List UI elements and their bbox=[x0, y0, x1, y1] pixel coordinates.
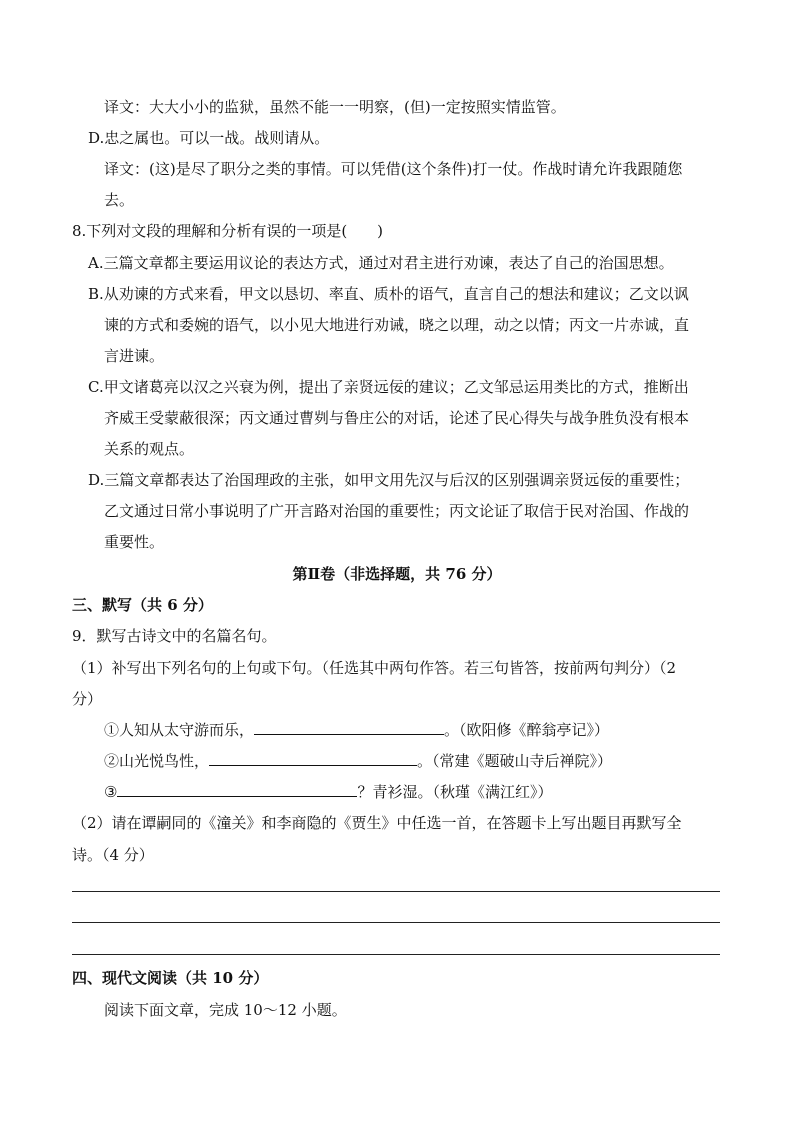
question-9-stem: 9．默写古诗文中的名篇名句。 bbox=[72, 627, 277, 645]
question-8-stem: 8.下列对文段的理解和分析有误的一项是( ) bbox=[72, 222, 384, 240]
translation-c: 译文：大大小小的监狱，虽然不能一一明察，(但)一定按照实情监管。 bbox=[104, 98, 566, 116]
question-9-sub2-line1: （2）请在谭嗣同的《潼关》和李商隐的《贾生》中任选一首，在答题卡上写出题目再默写全 bbox=[72, 814, 682, 832]
question-8-option-c-line3: 关系的观点。 bbox=[104, 440, 195, 458]
fill-item-1-prefix: ①人知从太守游而乐， bbox=[104, 721, 255, 739]
fill-item-1 bbox=[104, 720, 609, 740]
fill-item-2-suffix: 。（常建《题破山寺后禅院》） bbox=[417, 752, 613, 770]
question-8-option-c-line2: 齐威王受蒙蔽很深；丙文通过曹刿与鲁庄公的对话，论述了民心得失与战争胜负没有根本 bbox=[104, 409, 690, 427]
question-8-option-d-line3: 重要性。 bbox=[104, 533, 165, 551]
answer-blank-1[interactable] bbox=[254, 720, 444, 735]
question-8-option-d-line2: 乙文通过日常小事说明了广开言路对治国的重要性；丙文论证了取信于民对治国、作战的 bbox=[104, 502, 690, 520]
fill-item-2 bbox=[104, 751, 612, 771]
question-9-sub2-line2: 诗。（4 分） bbox=[72, 846, 154, 864]
option-d-translation-line2: 去。 bbox=[104, 191, 135, 209]
answer-blank-3[interactable] bbox=[117, 782, 357, 797]
question-8-option-d-line1: D.三篇文章都表达了治国理政的主张，如甲文用先汉与后汉的区别强调亲贤远佞的重要性； bbox=[88, 471, 690, 489]
answer-line-2[interactable] bbox=[72, 922, 720, 923]
fill-item-1-suffix: 。（欧阳修《醉翁亭记》） bbox=[444, 721, 610, 739]
question-9-sub1-line1: （1）补写出下列名句的上句或下句。（任选其中两句作答。若三句皆答，按前两句判分）（2 bbox=[72, 659, 677, 677]
fill-item-2-prefix: ②山光悦鸟性， bbox=[104, 752, 210, 770]
question-8-option-b-line1: B.从劝谏的方式来看，甲文以恳切、率直、质朴的语气，直言自己的想法和建议；乙文以讽 bbox=[88, 285, 689, 303]
answer-line-1[interactable] bbox=[72, 891, 720, 892]
part-2-title: 第Ⅱ卷（非选择题，共 76 分） bbox=[292, 565, 502, 583]
fill-item-3-prefix: ③ bbox=[104, 783, 118, 801]
section-3-heading: 三、默写（共 6 分） bbox=[72, 596, 213, 614]
question-8-option-a: A.三篇文章都主要运用议论的表达方式，通过对君主进行劝谏，表达了自己的治国思想。 bbox=[88, 254, 674, 272]
fill-item-3 bbox=[104, 782, 552, 802]
option-d-original: D.忠之属也。可以一战。战则请从。 bbox=[88, 129, 330, 147]
question-8-option-b-line3: 言进谏。 bbox=[104, 347, 165, 365]
fill-item-3-suffix: ？青衫湿。（秋瑾《满江红》） bbox=[357, 783, 553, 801]
question-8-option-b-line2: 谏的方式和委婉的语气，以小见大地进行劝诫，晓之以理，动之以情；丙文一片赤诚，直 bbox=[104, 316, 690, 334]
option-d-translation-line1: 译文：(这)是尽了职分之类的事情。可以凭借(这个条件)打一仗。作战时请允许我跟随您 bbox=[104, 160, 683, 178]
section-4-heading: 四、现代文阅读（共 10 分） bbox=[72, 969, 269, 987]
answer-line-3[interactable] bbox=[72, 954, 720, 955]
question-9-sub1-line2: 分） bbox=[72, 690, 103, 708]
question-8-option-c-line1: C.甲文诸葛亮以汉之兴衰为例，提出了亲贤远佞的建议；乙文邹忌运用类比的方式，推断出 bbox=[88, 378, 689, 396]
answer-blank-2[interactable] bbox=[209, 751, 417, 766]
section-4-instruction: 阅读下面文章，完成 10～12 小题。 bbox=[104, 1001, 347, 1019]
